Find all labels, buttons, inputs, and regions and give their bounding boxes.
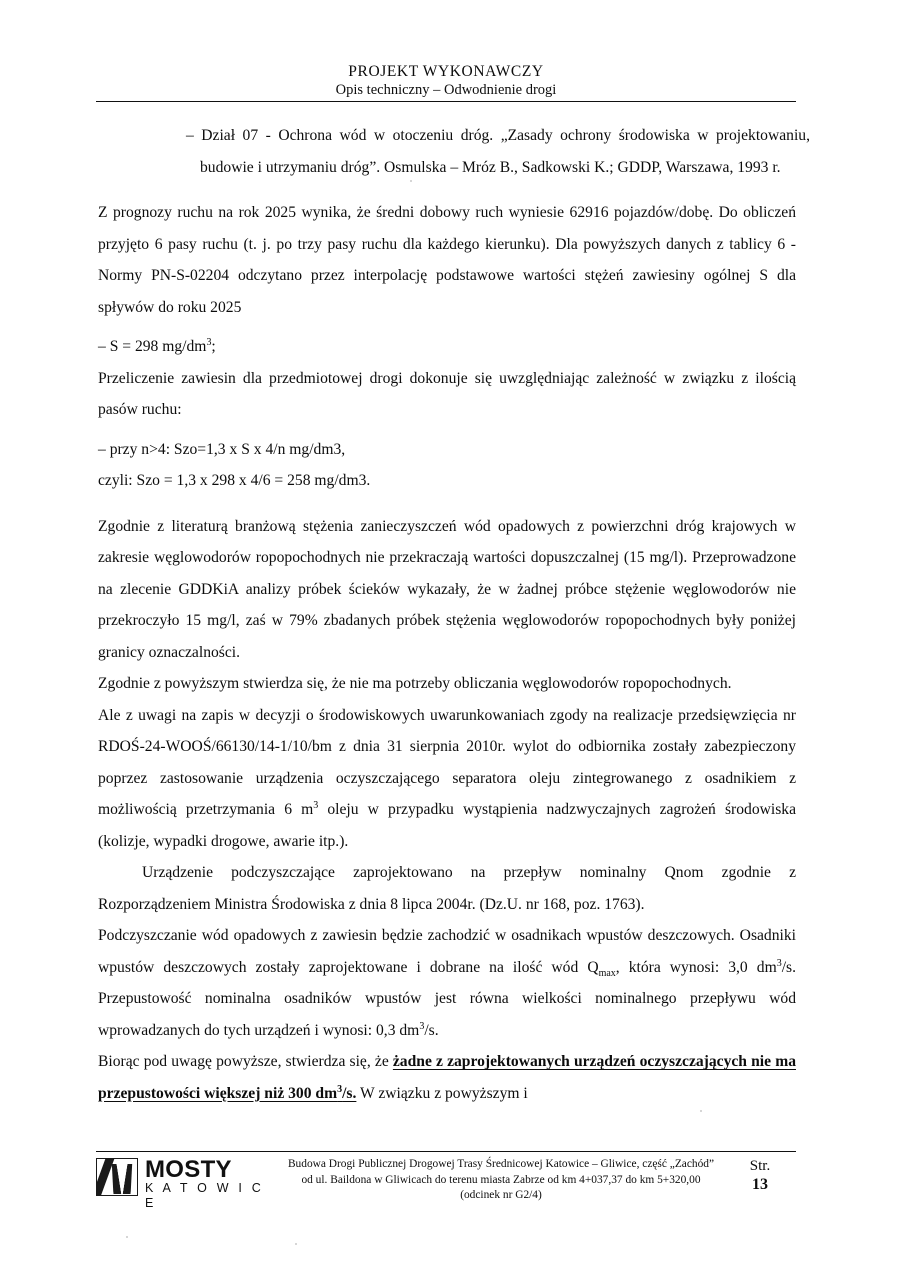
page-footer: [96, 1154, 796, 1216]
formula-s-suffix: ;: [211, 338, 216, 355]
scan-artifact: [295, 1243, 297, 1245]
document-body: [98, 120, 810, 1109]
capacity-pre: Biorąc pod uwagę powyższe, stwierdza się, że: [98, 1053, 393, 1070]
spacer: [98, 426, 796, 434]
header-subtitle: Opis techniczny – Odwodnienie drogi: [335, 82, 557, 98]
page-number-block: [724, 1154, 796, 1195]
scan-artifact: [700, 1110, 702, 1112]
logo-m-shape: [111, 1164, 133, 1194]
formula-s-prefix: – S = 298 mg/dm: [98, 338, 207, 355]
capacity-bold-1: żadne z zaprojektowanych urządzeń oczyszczających nie ma przepustowości większej niż 300 dm: [98, 1053, 796, 1102]
project-description-line-3: (odcinek nr G2/4): [460, 1189, 542, 1201]
page-label: Str.: [749, 1158, 771, 1174]
formula-s-value: [98, 331, 796, 363]
header-divider: [96, 101, 796, 102]
spacer: [98, 183, 796, 197]
project-description: [278, 1154, 724, 1204]
capacity-post: W związku z powyższym i: [356, 1084, 528, 1102]
formula-s-exponent: 3: [206, 336, 212, 348]
spacer: [98, 323, 796, 331]
paragraph-capacity-statement: [98, 1046, 796, 1109]
paragraph-traffic-forecast: Z prognozy ruchu na rok 2025 wynika, że średni dobowy ruch wyniesie 62916 pojazdów/dobę. Do obliczeń przyjęto 6 pasy ruchu (t. j. po trzy pasy ruchu dla każdego kierunku). Dla powyższych danych z tablicy 6 - Normy PN-S-02204 odczytano przez interpolację podstawowe wartości stężeń zawiesiny ogólnej S dla spływów do roku 2025: [98, 204, 796, 316]
header-title: PROJEKT WYKONAWCZY: [348, 63, 544, 80]
mosty-logo-icon: [96, 1158, 138, 1196]
paragraph-conclusion-hydrocarbons: Zgodnie z powyższym stwierdza się, że nie ma potrzeby obliczania węglowodorów ropopochodnych.: [98, 675, 732, 692]
pretreatment-mid2: /s. Przepustowość nominalna osadników wpustów jest równa wielkości nominalnego przepływu wód wprowadzanych do tych urządzeń i wynosi: 0,3 dm: [98, 958, 796, 1039]
paragraph-literature: Zgodnie z literaturą branżową stężenia zanieczyszczeń wód opadowych z powierzchni dróg krajowych w zakresie węglowodorów ropopochodnych nie przekraczają wartości dopuszczalnej (15 mg/l). Przeprowadzone na zlecenie GDDKiA analizy próbek ścieków wykazały, że w żadnej próbce stężenie węglowodorów nie przekroczyło 15 mg/l, zaś w 79% zbadanych próbek stężenia węglowodorów ropopochodnych były poniżej granicy oznaczalności.: [98, 517, 796, 661]
paragraph-environmental-decision: [98, 700, 796, 858]
dm3-exponent-2: 3: [419, 1020, 425, 1032]
pretreatment-mid1: , która wynosi: 3,0 dm: [615, 958, 777, 976]
page-header: [96, 62, 796, 100]
decision-text-pre: Ale z uwagi na zapis w decyzji o środowiskowych uwarunkowaniach zgody na realizacje przedsięwzięcia nr RDOŚ-24-WOOŚ/66130/14-1/10/bm z dnia 31 sierpnia 2010r. wylot do odbiornika zostały zabezpieczony poprzez zastosowanie urządzenia oczyszczającego separatora oleju zintegrowanego z osadnikiem z możliwością przetrzymania 6 m: [98, 706, 796, 818]
logo-wordmark: [145, 1158, 278, 1211]
formula-szo-general: – przy n>4: Szo=1,3 x S x 4/n mg/dm3,: [98, 440, 346, 458]
spacer: [98, 497, 796, 511]
company-logo: [96, 1154, 278, 1211]
footer-divider: [96, 1151, 796, 1152]
reference-entry: – Dział 07 - Ochrona wód w otoczeniu dróg. „Zasady ochrony środowiska w projektowaniu, budowie i utrzymaniu dróg”. Osmulska – Mróz B., Sadkowski K.; GDDP, Warszawa, 1993 r.: [186, 127, 810, 176]
paragraph-pretreatment: [98, 920, 796, 1046]
paragraph-conversion: Przeliczenie zawiesin dla przedmiotowej drogi dokonuje się uwzględniając zależność w związku z ilością pasów ruchu:: [98, 369, 796, 418]
dm3-exponent-1: 3: [776, 957, 782, 969]
project-description-line-1: Budowa Drogi Publicznej Drogowej Trasy Średnicowej Katowice – Gliwice, część „Zachód”: [287, 1158, 715, 1170]
scan-artifact: [126, 1236, 128, 1238]
paragraph-device-nominal-flow: Urządzenie podczyszczające zaprojektowano na przepływ nominalny Qnom zgodnie z Rozporządzeniem Ministra Środowiska z dnia 8 lipca 2004r. (Dz.U. nr 168, poz. 1763).: [98, 864, 796, 913]
scan-artifact: [410, 180, 412, 182]
qmax-subscript: max: [598, 967, 616, 979]
project-description-line-2: od ul. Baildona w Gliwicach do terenu miasta Zabrze od km 4+037,37 do km 5+320,00: [301, 1173, 701, 1186]
pretreatment-pre: Podczyszczanie wód opadowych z zawiesin będzie zachodzić w osadnikach wpustów deszczowych. Osadniki wpustów deszczowych zostały zaprojektowane i dobrane na ilość wód Q: [98, 927, 796, 976]
cubic-meter-exponent: 3: [313, 799, 319, 811]
logo-company-city: K A T O W I C E: [145, 1181, 264, 1210]
logo-company-name: MOSTY: [145, 1156, 232, 1183]
decision-text-post: oleju w przypadku wystąpienia nadzwyczajnych zagrożeń środowiska (kolizje, wypadki drogowe, awarie itp.).: [98, 801, 796, 850]
page-number: 13: [752, 1176, 768, 1193]
formula-szo-computed: czyli: Szo = 1,3 x 298 x 4/6 = 258 mg/dm3.: [98, 472, 371, 489]
dm3-exponent-3: 3: [337, 1083, 343, 1095]
capacity-bold-2: /s.: [342, 1084, 357, 1102]
pretreatment-end: /s.: [424, 1021, 439, 1039]
